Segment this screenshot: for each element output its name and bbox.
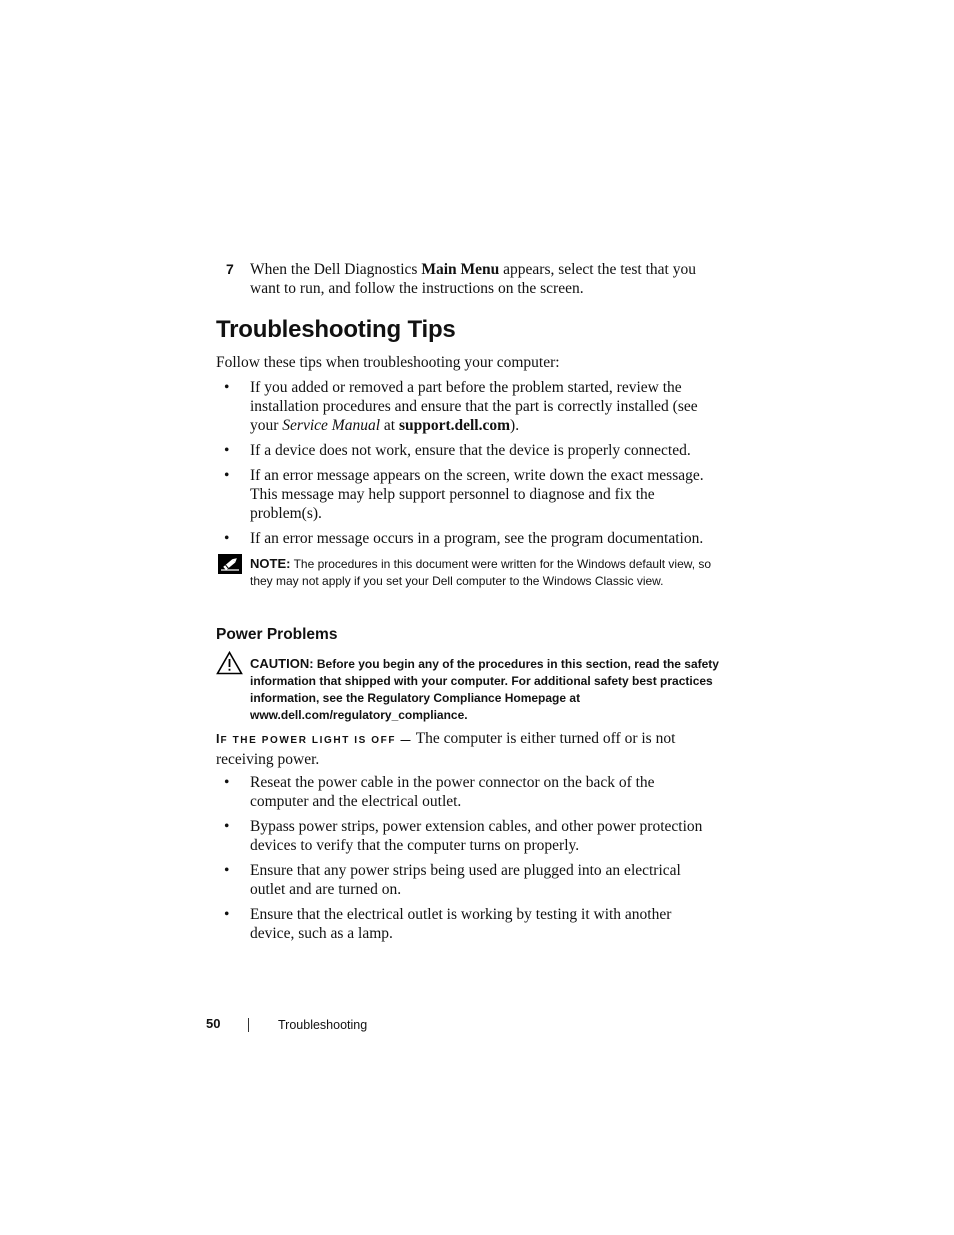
tip1-before: If you added or removed a part before the problem started, review the installation procedures and ensure that the part is correctly installed (see your xyxy=(250,379,698,434)
caution-label: CAUTION: xyxy=(250,656,314,671)
tip1-italic: Service Manual xyxy=(282,417,380,434)
tip2-text: If a device does not work, ensure that the device is properly connected. xyxy=(250,442,691,459)
tips-list xyxy=(216,378,716,554)
power-tip-text: Ensure that the electrical outlet is working by testing it with another device, such as a lamp. xyxy=(250,906,672,942)
power-tip-text: Ensure that any power strips being used are plugged into an electrical outlet and are turned on. xyxy=(250,862,681,898)
condition-text: The computer is either turned off or is not receiving power. xyxy=(216,730,676,768)
tip1-after: ). xyxy=(510,417,520,434)
bullet-glyph: • xyxy=(224,818,230,835)
note-body: The procedures in this document were written for the Windows default view, so they may not apply if you set your Dell computer to the Windows Classic view. xyxy=(250,557,712,588)
list-item xyxy=(216,817,716,855)
condition-rest: F THE POWER LIGHT IS OFF — xyxy=(220,735,413,746)
caution-text xyxy=(250,655,720,724)
bullet-glyph: • xyxy=(224,442,230,459)
note-label: NOTE: xyxy=(250,556,291,571)
condition-first-letter: I xyxy=(216,732,221,746)
bullet-glyph: • xyxy=(224,467,230,484)
step-text-before: When the Dell Diagnostics xyxy=(250,261,422,278)
section-intro: Follow these tips when troubleshooting your computer: xyxy=(216,354,560,371)
bullet-glyph: • xyxy=(224,774,230,791)
footer-separator xyxy=(248,1018,249,1032)
list-item xyxy=(216,529,716,548)
bullet-glyph: • xyxy=(224,530,230,547)
list-item xyxy=(216,905,716,943)
list-item xyxy=(216,441,716,460)
bullet-glyph: • xyxy=(224,906,230,923)
tip3-text: If an error message appears on the screen, write down the exact message. This message may help support personnel to diagnose and fix the problem(s). xyxy=(250,467,704,522)
step-text-bold: Main Menu xyxy=(421,261,500,278)
power-tip-text: Bypass power strips, power extension cables, and other power protection devices to verify that the computer turns on properly. xyxy=(250,818,703,854)
power-list xyxy=(216,773,716,949)
tip4-text: If an error message occurs in a program, see the program documentation. xyxy=(250,530,704,547)
list-item xyxy=(216,466,716,523)
bullet-glyph: • xyxy=(224,862,230,879)
footer-section: Troubleshooting xyxy=(278,1018,368,1032)
note-text xyxy=(250,555,720,590)
list-item xyxy=(216,861,716,899)
caution-body: Before you begin any of the procedures in this section, read the safety information that shipped with your computer. For additional safety best practices information, see the Regulatory Compliance Homepage at www.dell.com/regulatory_compliance. xyxy=(250,657,719,722)
tip1-link-text: support.dell.com xyxy=(398,417,511,434)
power-tip-text: Reseat the power cable in the power connector on the back of the computer and the electrical outlet. xyxy=(250,774,655,810)
power-condition xyxy=(216,729,716,769)
condition-title xyxy=(216,732,413,746)
page-number: 50 xyxy=(206,1016,221,1031)
step-text xyxy=(250,260,720,298)
pencil-note-icon xyxy=(218,554,242,574)
step-text-after: appears, select the test that you want to run, and follow the instructions on the screen. xyxy=(250,261,696,297)
list-item xyxy=(216,773,716,811)
bullet-glyph: • xyxy=(224,379,230,396)
subsection-heading: Power Problems xyxy=(216,626,338,643)
warning-triangle-icon xyxy=(216,651,243,675)
tip1-middle: at xyxy=(380,417,399,434)
step-number: 7 xyxy=(226,261,234,277)
list-item xyxy=(216,378,716,435)
section-heading: Troubleshooting Tips xyxy=(216,316,456,343)
